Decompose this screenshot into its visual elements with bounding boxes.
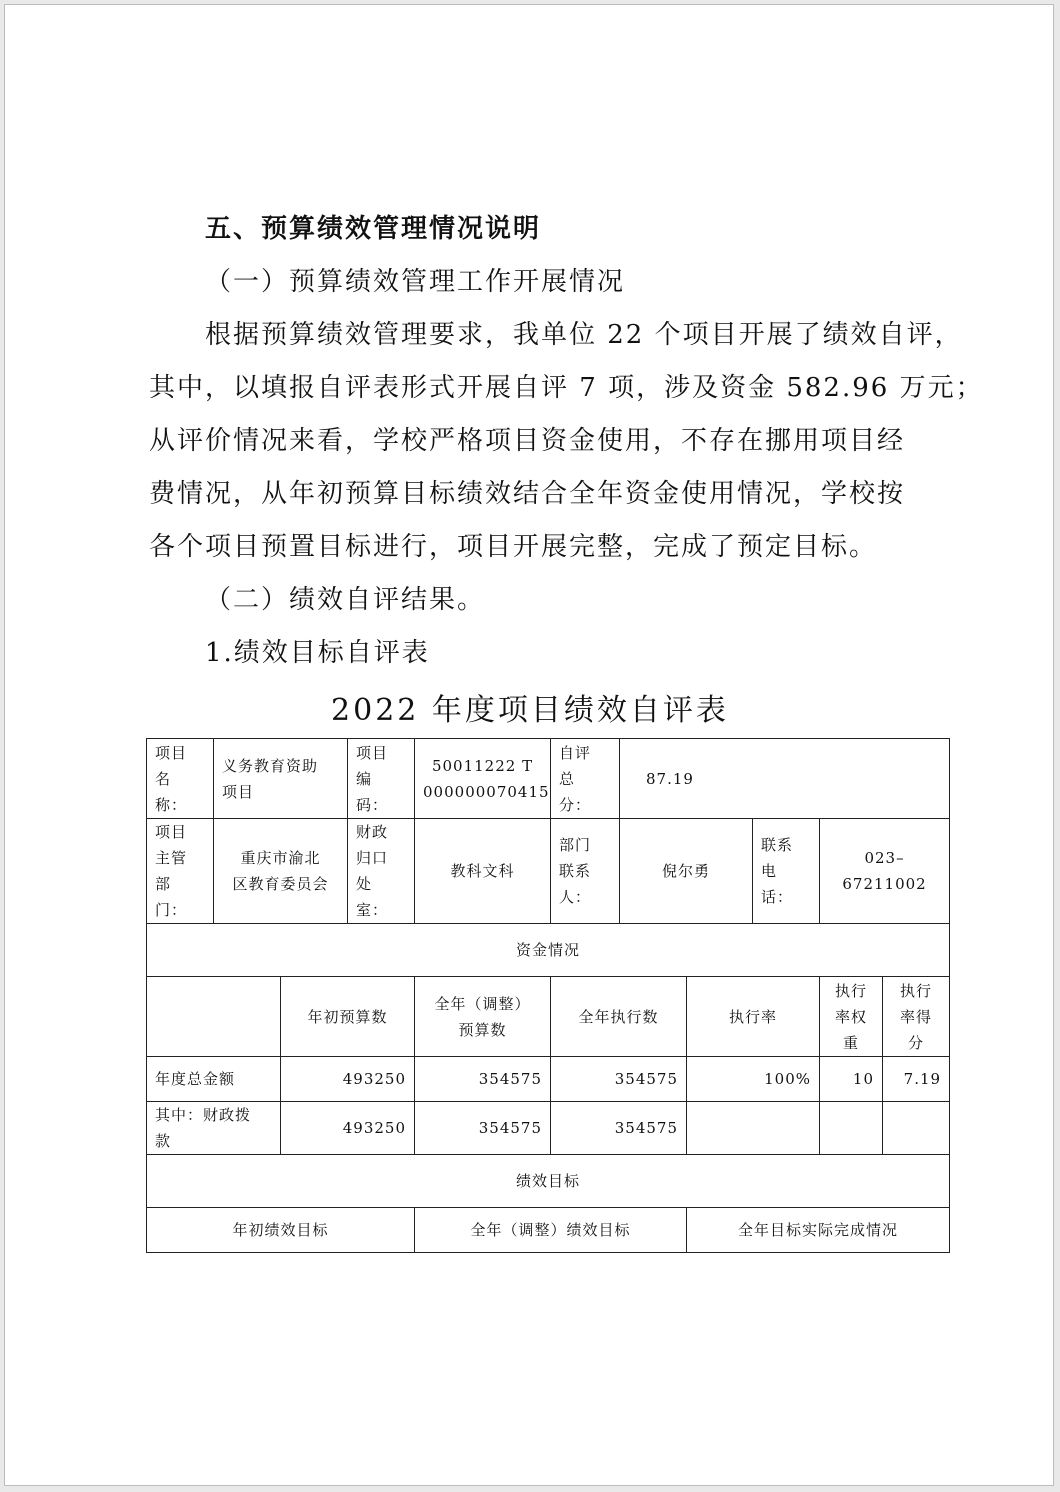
paragraph-line: 从评价情况来看，学校严格项目资金使用，不存在挪用项目经 <box>149 426 906 456</box>
table-cell: 10 <box>820 1057 883 1102</box>
row-total-label: 年度总金额 <box>147 1057 281 1102</box>
col-executed: 全年执行数 <box>551 977 687 1057</box>
phone-label: 联系 电 话： <box>753 819 820 924</box>
evaluation-table <box>146 738 950 1253</box>
paragraph-line: 各个项目预置目标进行，项目开展完整，完成了预定目标。 <box>149 532 878 562</box>
paragraph-line: 根据预算绩效管理要求，我单位 22 个项目开展了绩效自评， <box>205 320 963 350</box>
contact-label: 部门 联系 人： <box>551 819 620 924</box>
perf-header: 绩效目标 <box>147 1155 950 1208</box>
funds-header: 资金情况 <box>147 924 950 977</box>
perf-col-initial: 年初绩效目标 <box>147 1208 415 1253</box>
col-rate-score: 执行 率得 分 <box>883 977 950 1057</box>
sub-heading-2: （二）绩效自评结果。 <box>205 585 486 615</box>
row-fiscal-label: 其中：财政拨 款 <box>147 1102 281 1155</box>
dept-label: 项目 主管 部 门： <box>147 819 214 924</box>
table-cell: 100% <box>687 1057 820 1102</box>
table-cell: 354575 <box>551 1102 687 1155</box>
paragraph-line: 费情况，从年初预算目标绩效结合全年资金使用情况，学校按 <box>149 479 906 509</box>
table-cell <box>820 1102 883 1155</box>
section-heading: 五、预算绩效管理情况说明 <box>205 214 542 244</box>
project-name-label: 项目 名 称： <box>147 739 214 819</box>
table-cell: 354575 <box>551 1057 687 1102</box>
document-page <box>4 4 1054 1486</box>
col-weight: 执行 率权 重 <box>820 977 883 1057</box>
project-code-label: 项目 编 码： <box>348 739 415 819</box>
funds-corner-cell <box>147 977 281 1057</box>
col-exec-rate: 执行率 <box>687 977 820 1057</box>
dept-value: 重庆市渝北 区教育委员会 <box>214 819 348 924</box>
finance-office: 教科文科 <box>415 819 551 924</box>
item-heading: 1.绩效目标自评表 <box>205 638 430 668</box>
paragraph-line: 其中，以填报自评表形式开展自评 7 项，涉及资金 582.96 万元； <box>149 373 984 403</box>
table-cell: 7.19 <box>883 1057 950 1102</box>
finance-office-label: 财政 归口 处 室： <box>348 819 415 924</box>
project-code: 50011222 T 000000070415 <box>415 739 551 819</box>
phone-value: 023– 67211002 <box>820 819 950 924</box>
project-name: 义务教育资助 项目 <box>214 739 348 819</box>
table-cell: 354575 <box>415 1102 551 1155</box>
table-title: 2022 年度项目绩效自评表 <box>331 693 729 728</box>
table-cell: 354575 <box>415 1057 551 1102</box>
perf-col-adjusted: 全年（调整）绩效目标 <box>415 1208 687 1253</box>
table-cell <box>883 1102 950 1155</box>
sub-heading-1: （一）预算绩效管理工作开展情况 <box>205 267 626 297</box>
table-cell: 493250 <box>281 1057 415 1102</box>
table-cell <box>687 1102 820 1155</box>
self-score: 87.19 <box>620 739 950 819</box>
contact-value: 倪尔勇 <box>620 819 753 924</box>
self-score-label: 自评 总 分： <box>551 739 620 819</box>
perf-col-actual: 全年目标实际完成情况 <box>687 1208 950 1253</box>
col-adjusted-budget: 全年（调整） 预算数 <box>415 977 551 1057</box>
table-cell: 493250 <box>281 1102 415 1155</box>
col-initial-budget: 年初预算数 <box>281 977 415 1057</box>
